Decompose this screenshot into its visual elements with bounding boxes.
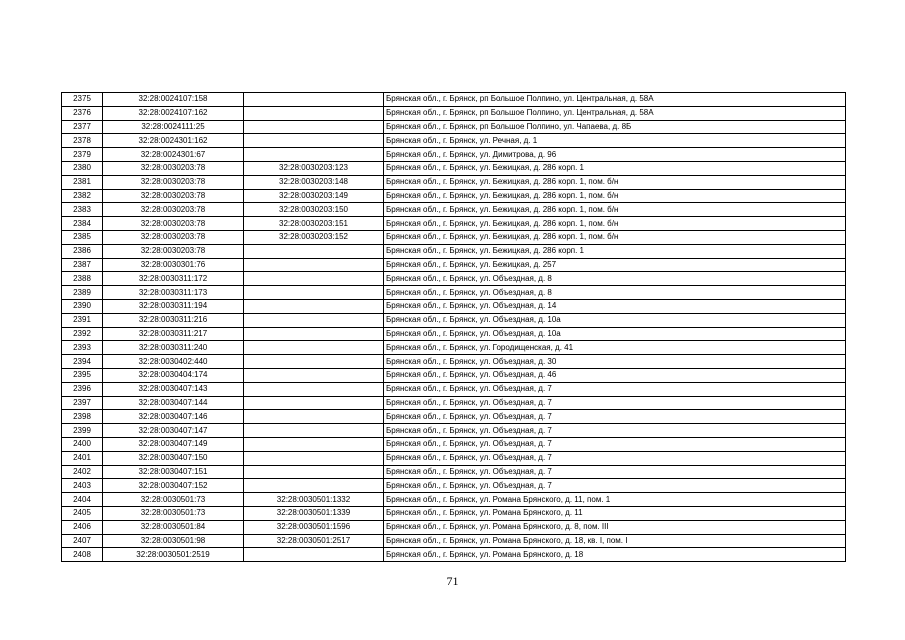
cadastral-number-cell: 32:28:0030301:76 xyxy=(103,258,244,272)
premises-cadastral-number-cell xyxy=(244,548,384,562)
cadastral-number-cell: 32:28:0030203:78 xyxy=(103,203,244,217)
row-number-cell: 2382 xyxy=(62,189,103,203)
address-cell: Брянская обл., г. Брянск, ул. Димитрова, д. 96 xyxy=(384,148,846,162)
address-cell: Брянская обл., г. Брянск, ул. Бежицкая, д. 286 корп. 1 xyxy=(384,244,846,258)
premises-cadastral-number-cell: 32:28:0030203:150 xyxy=(244,203,384,217)
premises-cadastral-number-cell xyxy=(244,327,384,341)
table-row xyxy=(62,368,846,382)
table-row xyxy=(62,313,846,327)
cadastral-number-cell: 32:28:0030311:240 xyxy=(103,341,244,355)
row-number-cell: 2395 xyxy=(62,368,103,382)
cadastral-number-cell: 32:28:0030203:78 xyxy=(103,217,244,231)
cadastral-number-cell: 32:28:0030501:84 xyxy=(103,520,244,534)
premises-cadastral-number-cell xyxy=(244,341,384,355)
premises-cadastral-number-cell xyxy=(244,479,384,493)
premises-cadastral-number-cell: 32:28:0030203:152 xyxy=(244,230,384,244)
address-cell: Брянская обл., г. Брянск, ул. Бежицкая, д. 286 корп. 1 xyxy=(384,161,846,175)
cadastral-number-cell: 32:28:0024107:158 xyxy=(103,93,244,107)
row-number-cell: 2379 xyxy=(62,148,103,162)
cadastral-number-cell: 32:28:0024301:162 xyxy=(103,134,244,148)
cadastral-number-cell: 32:28:0030311:173 xyxy=(103,286,244,300)
cadastral-number-cell: 32:28:0030407:147 xyxy=(103,424,244,438)
premises-cadastral-number-cell xyxy=(244,120,384,134)
premises-cadastral-number-cell xyxy=(244,313,384,327)
address-cell: Брянская обл., г. Брянск, ул. Бежицкая, д. 286 корп. 1, пом. б/н xyxy=(384,217,846,231)
premises-cadastral-number-cell: 32:28:0030203:151 xyxy=(244,217,384,231)
premises-cadastral-number-cell xyxy=(244,258,384,272)
cadastral-number-cell: 32:28:0030311:172 xyxy=(103,272,244,286)
premises-cadastral-number-cell xyxy=(244,93,384,107)
table-row xyxy=(62,493,846,507)
address-cell: Брянская обл., г. Брянск, ул. Объездная, д. 10а xyxy=(384,313,846,327)
premises-cadastral-number-cell xyxy=(244,437,384,451)
table-row xyxy=(62,341,846,355)
row-number-cell: 2377 xyxy=(62,120,103,134)
table-row xyxy=(62,272,846,286)
premises-cadastral-number-cell: 32:28:0030501:1596 xyxy=(244,520,384,534)
table-row xyxy=(62,189,846,203)
row-number-cell: 2403 xyxy=(62,479,103,493)
address-cell: Брянская обл., г. Брянск, ул. Бежицкая, д. 286 корп. 1, пом. б/н xyxy=(384,203,846,217)
address-cell: Брянская обл., г. Брянск, ул. Объездная, д. 7 xyxy=(384,410,846,424)
cadastral-number-cell: 32:28:0030402:440 xyxy=(103,355,244,369)
cadastral-number-cell: 32:28:0030203:78 xyxy=(103,175,244,189)
cadastral-number-cell: 32:28:0024111:25 xyxy=(103,120,244,134)
row-number-cell: 2392 xyxy=(62,327,103,341)
cadastral-number-cell: 32:28:0030203:78 xyxy=(103,230,244,244)
row-number-cell: 2399 xyxy=(62,424,103,438)
row-number-cell: 2397 xyxy=(62,396,103,410)
address-cell: Брянская обл., г. Брянск, ул. Объездная, д. 8 xyxy=(384,286,846,300)
row-number-cell: 2375 xyxy=(62,93,103,107)
address-cell: Брянская обл., г. Брянск, ул. Объездная, д. 7 xyxy=(384,465,846,479)
address-cell: Брянская обл., г. Брянск, ул. Объездная, д. 7 xyxy=(384,396,846,410)
cadastral-number-cell: 32:28:0030203:78 xyxy=(103,244,244,258)
table-row xyxy=(62,175,846,189)
row-number-cell: 2405 xyxy=(62,506,103,520)
row-number-cell: 2384 xyxy=(62,217,103,231)
table-row xyxy=(62,355,846,369)
premises-cadastral-number-cell xyxy=(244,286,384,300)
address-cell: Брянская обл., г. Брянск, ул. Бежицкая, д. 257 xyxy=(384,258,846,272)
registry-table xyxy=(61,92,846,562)
table-row xyxy=(62,217,846,231)
table-row xyxy=(62,410,846,424)
row-number-cell: 2389 xyxy=(62,286,103,300)
table-row xyxy=(62,506,846,520)
row-number-cell: 2407 xyxy=(62,534,103,548)
page-number: 71 xyxy=(446,574,459,588)
table-row xyxy=(62,479,846,493)
table-row xyxy=(62,299,846,313)
premises-cadastral-number-cell xyxy=(244,134,384,148)
table-row xyxy=(62,93,846,107)
row-number-cell: 2385 xyxy=(62,230,103,244)
address-cell: Брянская обл., г. Брянск, рп Большое Полпино, ул. Центральная, д. 58А xyxy=(384,93,846,107)
cadastral-number-cell: 32:28:0030404:174 xyxy=(103,368,244,382)
cadastral-number-cell: 32:28:0030311:216 xyxy=(103,313,244,327)
address-cell: Брянская обл., г. Брянск, ул. Бежицкая, д. 286 корп. 1, пом. б/н xyxy=(384,175,846,189)
premises-cadastral-number-cell xyxy=(244,272,384,286)
row-number-cell: 2388 xyxy=(62,272,103,286)
cadastral-number-cell: 32:28:0030311:217 xyxy=(103,327,244,341)
row-number-cell: 2378 xyxy=(62,134,103,148)
address-cell: Брянская обл., г. Брянск, ул. Объездная, д. 7 xyxy=(384,451,846,465)
address-cell: Брянская обл., г. Брянск, ул. Бежицкая, д. 286 корп. 1, пом. б/н xyxy=(384,189,846,203)
table-row xyxy=(62,106,846,120)
row-number-cell: 2386 xyxy=(62,244,103,258)
cadastral-number-cell: 32:28:0030501:98 xyxy=(103,534,244,548)
row-number-cell: 2396 xyxy=(62,382,103,396)
cadastral-number-cell: 32:28:0030311:194 xyxy=(103,299,244,313)
table-row xyxy=(62,258,846,272)
cadastral-number-cell: 32:28:0024301:67 xyxy=(103,148,244,162)
premises-cadastral-number-cell xyxy=(244,465,384,479)
table-row xyxy=(62,230,846,244)
row-number-cell: 2401 xyxy=(62,451,103,465)
cadastral-number-cell: 32:28:0030407:150 xyxy=(103,451,244,465)
address-cell: Брянская обл., г. Брянск, рп Большое Полпино, ул. Центральная, д. 58А xyxy=(384,106,846,120)
row-number-cell: 2376 xyxy=(62,106,103,120)
row-number-cell: 2398 xyxy=(62,410,103,424)
premises-cadastral-number-cell: 32:28:0030501:1332 xyxy=(244,493,384,507)
row-number-cell: 2387 xyxy=(62,258,103,272)
row-number-cell: 2391 xyxy=(62,313,103,327)
premises-cadastral-number-cell: 32:28:0030203:148 xyxy=(244,175,384,189)
premises-cadastral-number-cell xyxy=(244,382,384,396)
premises-cadastral-number-cell xyxy=(244,410,384,424)
premises-cadastral-number-cell xyxy=(244,424,384,438)
address-cell: Брянская обл., г. Брянск, ул. Романа Брянского, д. 18 xyxy=(384,548,846,562)
table-row xyxy=(62,161,846,175)
address-cell: Брянская обл., г. Брянск, ул. Объездная, д. 7 xyxy=(384,437,846,451)
table-row xyxy=(62,451,846,465)
cadastral-number-cell: 32:28:0024107:162 xyxy=(103,106,244,120)
table-row xyxy=(62,520,846,534)
address-cell: Брянская обл., г. Брянск, ул. Городищенская, д. 41 xyxy=(384,341,846,355)
premises-cadastral-number-cell xyxy=(244,355,384,369)
address-cell: Брянская обл., г. Брянск, ул. Объездная, д. 14 xyxy=(384,299,846,313)
address-cell: Брянская обл., г. Брянск, ул. Романа Брянского, д. 8, пом. III xyxy=(384,520,846,534)
row-number-cell: 2400 xyxy=(62,437,103,451)
row-number-cell: 2383 xyxy=(62,203,103,217)
table-row xyxy=(62,548,846,562)
premises-cadastral-number-cell xyxy=(244,396,384,410)
cadastral-number-cell: 32:28:0030203:78 xyxy=(103,161,244,175)
address-cell: Брянская обл., г. Брянск, ул. Романа Брянского, д. 11, пом. 1 xyxy=(384,493,846,507)
cadastral-number-cell: 32:28:0030407:152 xyxy=(103,479,244,493)
row-number-cell: 2408 xyxy=(62,548,103,562)
address-cell: Брянская обл., г. Брянск, ул. Романа Брянского, д. 11 xyxy=(384,506,846,520)
row-number-cell: 2394 xyxy=(62,355,103,369)
table-row xyxy=(62,382,846,396)
table-row xyxy=(62,120,846,134)
address-cell: Брянская обл., г. Брянск, ул. Объездная, д. 7 xyxy=(384,424,846,438)
address-cell: Брянская обл., г. Брянск, ул. Объездная, д. 7 xyxy=(384,382,846,396)
row-number-cell: 2402 xyxy=(62,465,103,479)
cadastral-number-cell: 32:28:0030501:73 xyxy=(103,506,244,520)
table-row xyxy=(62,437,846,451)
address-cell: Брянская обл., г. Брянск, рп Большое Полпино, ул. Чапаева, д. 8Б xyxy=(384,120,846,134)
address-cell: Брянская обл., г. Брянск, ул. Объездная, д. 7 xyxy=(384,479,846,493)
address-cell: Брянская обл., г. Брянск, ул. Объездная, д. 46 xyxy=(384,368,846,382)
premises-cadastral-number-cell: 32:28:0030501:2517 xyxy=(244,534,384,548)
cadastral-number-cell: 32:28:0030203:78 xyxy=(103,189,244,203)
table-row xyxy=(62,244,846,258)
address-cell: Брянская обл., г. Брянск, ул. Объездная, д. 10а xyxy=(384,327,846,341)
row-number-cell: 2393 xyxy=(62,341,103,355)
table-row xyxy=(62,424,846,438)
table-row xyxy=(62,203,846,217)
premises-cadastral-number-cell xyxy=(244,106,384,120)
premises-cadastral-number-cell: 32:28:0030203:123 xyxy=(244,161,384,175)
row-number-cell: 2390 xyxy=(62,299,103,313)
row-number-cell: 2380 xyxy=(62,161,103,175)
table-row xyxy=(62,148,846,162)
cadastral-number-cell: 32:28:0030407:149 xyxy=(103,437,244,451)
table-row xyxy=(62,534,846,548)
table-row xyxy=(62,286,846,300)
address-cell: Брянская обл., г. Брянск, ул. Объездная, д. 30 xyxy=(384,355,846,369)
premises-cadastral-number-cell: 32:28:0030501:1339 xyxy=(244,506,384,520)
cadastral-number-cell: 32:28:0030407:146 xyxy=(103,410,244,424)
row-number-cell: 2381 xyxy=(62,175,103,189)
table-row xyxy=(62,327,846,341)
table-row xyxy=(62,396,846,410)
premises-cadastral-number-cell xyxy=(244,148,384,162)
premises-cadastral-number-cell xyxy=(244,244,384,258)
address-cell: Брянская обл., г. Брянск, ул. Бежицкая, д. 286 корп. 1, пом. б/н xyxy=(384,230,846,244)
table-row xyxy=(62,465,846,479)
row-number-cell: 2404 xyxy=(62,493,103,507)
table-row xyxy=(62,134,846,148)
premises-cadastral-number-cell xyxy=(244,451,384,465)
cadastral-number-cell: 32:28:0030407:143 xyxy=(103,382,244,396)
address-cell: Брянская обл., г. Брянск, ул. Речная, д. 1 xyxy=(384,134,846,148)
cadastral-number-cell: 32:28:0030501:2519 xyxy=(103,548,244,562)
cadastral-number-cell: 32:28:0030407:144 xyxy=(103,396,244,410)
premises-cadastral-number-cell xyxy=(244,368,384,382)
address-cell: Брянская обл., г. Брянск, ул. Объездная, д. 8 xyxy=(384,272,846,286)
cadastral-number-cell: 32:28:0030501:73 xyxy=(103,493,244,507)
row-number-cell: 2406 xyxy=(62,520,103,534)
premises-cadastral-number-cell xyxy=(244,299,384,313)
premises-cadastral-number-cell: 32:28:0030203:149 xyxy=(244,189,384,203)
cadastral-number-cell: 32:28:0030407:151 xyxy=(103,465,244,479)
registry-table-body xyxy=(62,93,846,562)
address-cell: Брянская обл., г. Брянск, ул. Романа Брянского, д. 18, кв. I, пом. I xyxy=(384,534,846,548)
